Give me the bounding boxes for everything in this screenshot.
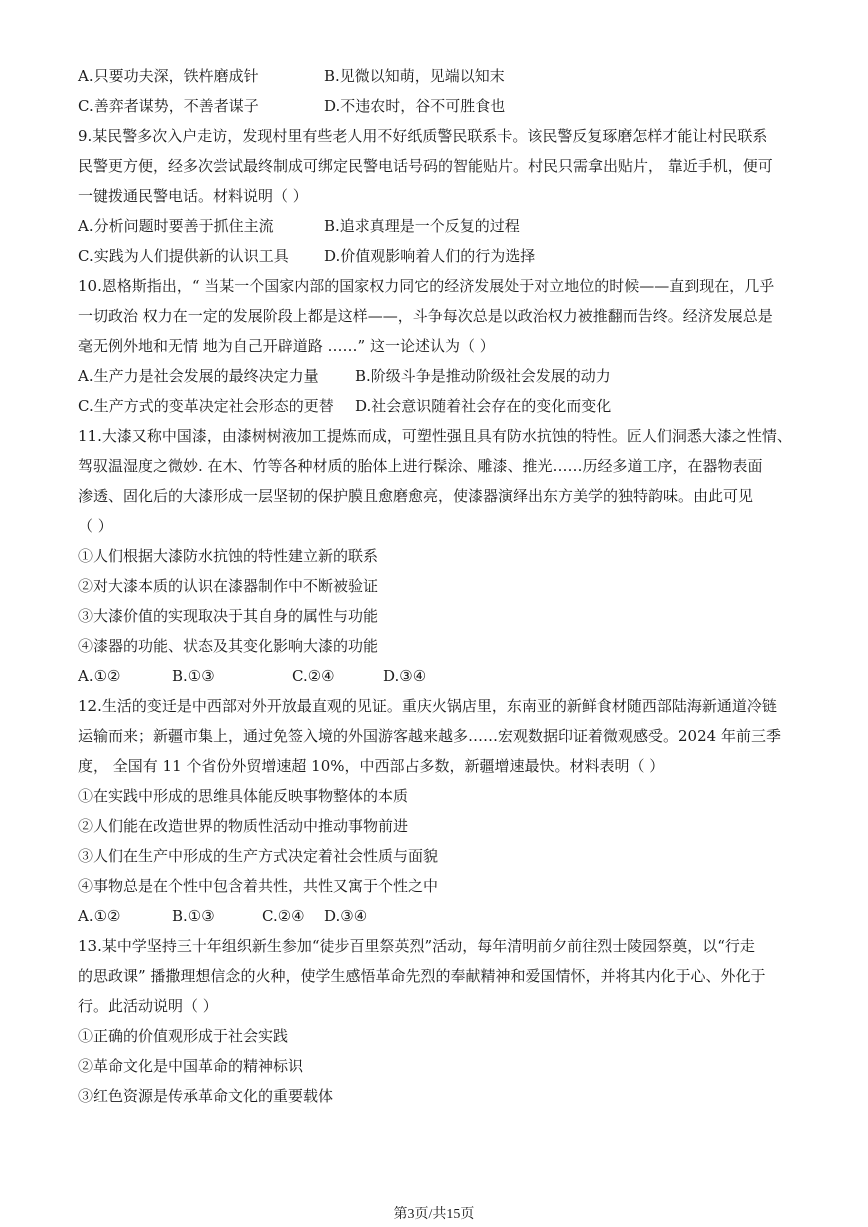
q9-stem-line-3: 一键拨通民警电话。材料说明（ ） [78,187,308,205]
q12-option-d: D.③④ [324,907,368,925]
q9-stem-line-1: 9.某民警多次入户走访，发现村里有些老人用不好纸质警民联系卡。该民警反复琢磨怎样才能让村民联系 [78,127,768,145]
q12-stem-line-2: 运输而来；新疆市集上，通过免签入境的外国游客越来越多……宏观数据印证着微观感受。2024 年前三季 [78,727,781,745]
q12-statement-1: ①在实践中形成的思维具体能反映事物整体的本质 [78,787,409,805]
q11-statement-3: ③大漆价值的实现取决于其自身的属性与功能 [78,607,379,625]
q8-option-d: D.不违农时，谷不可胜食也 [324,97,506,115]
q10-stem-line-3: 毫无例外地和无情 地为自己开辟道路 ……” 这一论述认为（ ） [78,337,495,355]
q10-stem-line-2: 一切政治 权力在一定的发展阶段上都是这样——，斗争每次总是以政治权力被推翻而告终。经济发展总是 [78,307,773,325]
q11-statement-4: ④漆器的功能、状态及其变化影响大漆的功能 [78,637,379,655]
q8-option-a: A.只要功夫深，铁杵磨成针 [78,67,259,85]
q13-statement-1: ①正确的价值观形成于社会实践 [78,1027,289,1045]
page-number: 第3页/共15页 [393,1207,475,1222]
q12-option-c: C.②④ [262,907,305,925]
q13-statement-3: ③红色资源是传承革命文化的重要载体 [78,1087,334,1105]
q11-stem-line-2: 驾驭温湿度之微妙. 在木、竹等各种材质的胎体上进行髹涂、雕漆、推光……历经多道工序，在器物表面 [78,457,763,475]
q9-option-b: B.追求真理是一个反复的过程 [324,217,520,235]
q13-stem-line-2: 的思政课” 播撒理想信念的火种，使学生感悟革命先烈的奉献精神和爱国情怀，并将其内化于心、外化于 [78,967,766,985]
q11-option-c: C.②④ [292,667,335,685]
q9-option-c: C.实践为人们提供新的认识工具 [78,247,289,265]
q13-stem-line-1: 13.某中学坚持三十年组织新生参加“徒步百里祭英烈”活动，每年清明前夕前往烈士陵园祭奠，以“行走 [78,937,755,955]
q9-option-a: A.分析问题时要善于抓住主流 [78,217,274,235]
q12-statement-2: ②人们能在改造世界的物质性活动中推动事物前进 [78,817,409,835]
q9-option-d: D.价值观影响着人们的行为选择 [324,247,536,265]
q13-stem-line-3: 行。此活动说明（ ） [78,997,218,1015]
q11-stem-line-1: 11.大漆又称中国漆，由漆树树液加工提炼而成，可塑性强且具有防水抗蚀的特性。匠人们洞悉大漆之性情、 [78,427,792,445]
q12-stem-line-1: 12.生活的变迁是中西部对外开放最直观的见证。重庆火锅店里，东南亚的新鲜食材随西部陆海新通道冷链 [78,697,777,715]
q10-option-a: A.生产力是社会发展的最终决定力量 [78,367,319,385]
q11-option-d: D.③④ [383,667,427,685]
q11-statement-2: ②对大漆本质的认识在漆器制作中不断被验证 [78,577,379,595]
q10-option-b: B.阶级斗争是推动阶级社会发展的动力 [355,367,611,385]
q11-stem-line-3: 渗透、固化后的大漆形成一层坚韧的保护膜且愈磨愈亮，使漆器演绎出东方美学的独特韵味。由此可见 [78,487,754,505]
q12-statement-3: ③人们在生产中形成的生产方式决定着社会性质与面貌 [78,847,439,865]
q12-option-a: A.①② [78,907,121,925]
q10-stem-line-1: 10.恩格斯指出，“ 当某一个国家内部的国家权力同它的经济发展处于对立地位的时候——直到现在，几乎 [78,277,775,295]
q10-option-d: D.社会意识随着社会存在的变化而变化 [355,397,612,415]
q9-stem-line-2: 民警更方便，经多次尝试最终制成可绑定民警电话号码的智能贴片。村民只需拿出贴片， 靠近手机，便可 [78,157,773,175]
q8-option-c: C.善弈者谋势，不善者谋子 [78,97,259,115]
q11-statement-1: ①人们根据大漆防水抗蚀的特性建立新的联系 [78,547,379,565]
q10-option-c: C.生产方式的变革决定社会形态的更替 [78,397,334,415]
q12-option-b: B.①③ [172,907,215,925]
q11-option-a: A.①② [78,667,121,685]
q8-option-b: B.见微以知萌，见端以知末 [324,67,505,85]
q12-stem-line-3: 度， 全国有 11 个省份外贸增速超 10%，中西部占多数，新疆增速最快。材料表明（ ） [78,757,665,775]
q11-stem-line-4: （ ） [78,517,113,535]
q12-statement-4: ④事物总是在个性中包含着共性，共性又寓于个性之中 [78,877,439,895]
q11-option-b: B.①③ [172,667,215,685]
q13-statement-2: ②革命文化是中国革命的精神标识 [78,1057,304,1075]
